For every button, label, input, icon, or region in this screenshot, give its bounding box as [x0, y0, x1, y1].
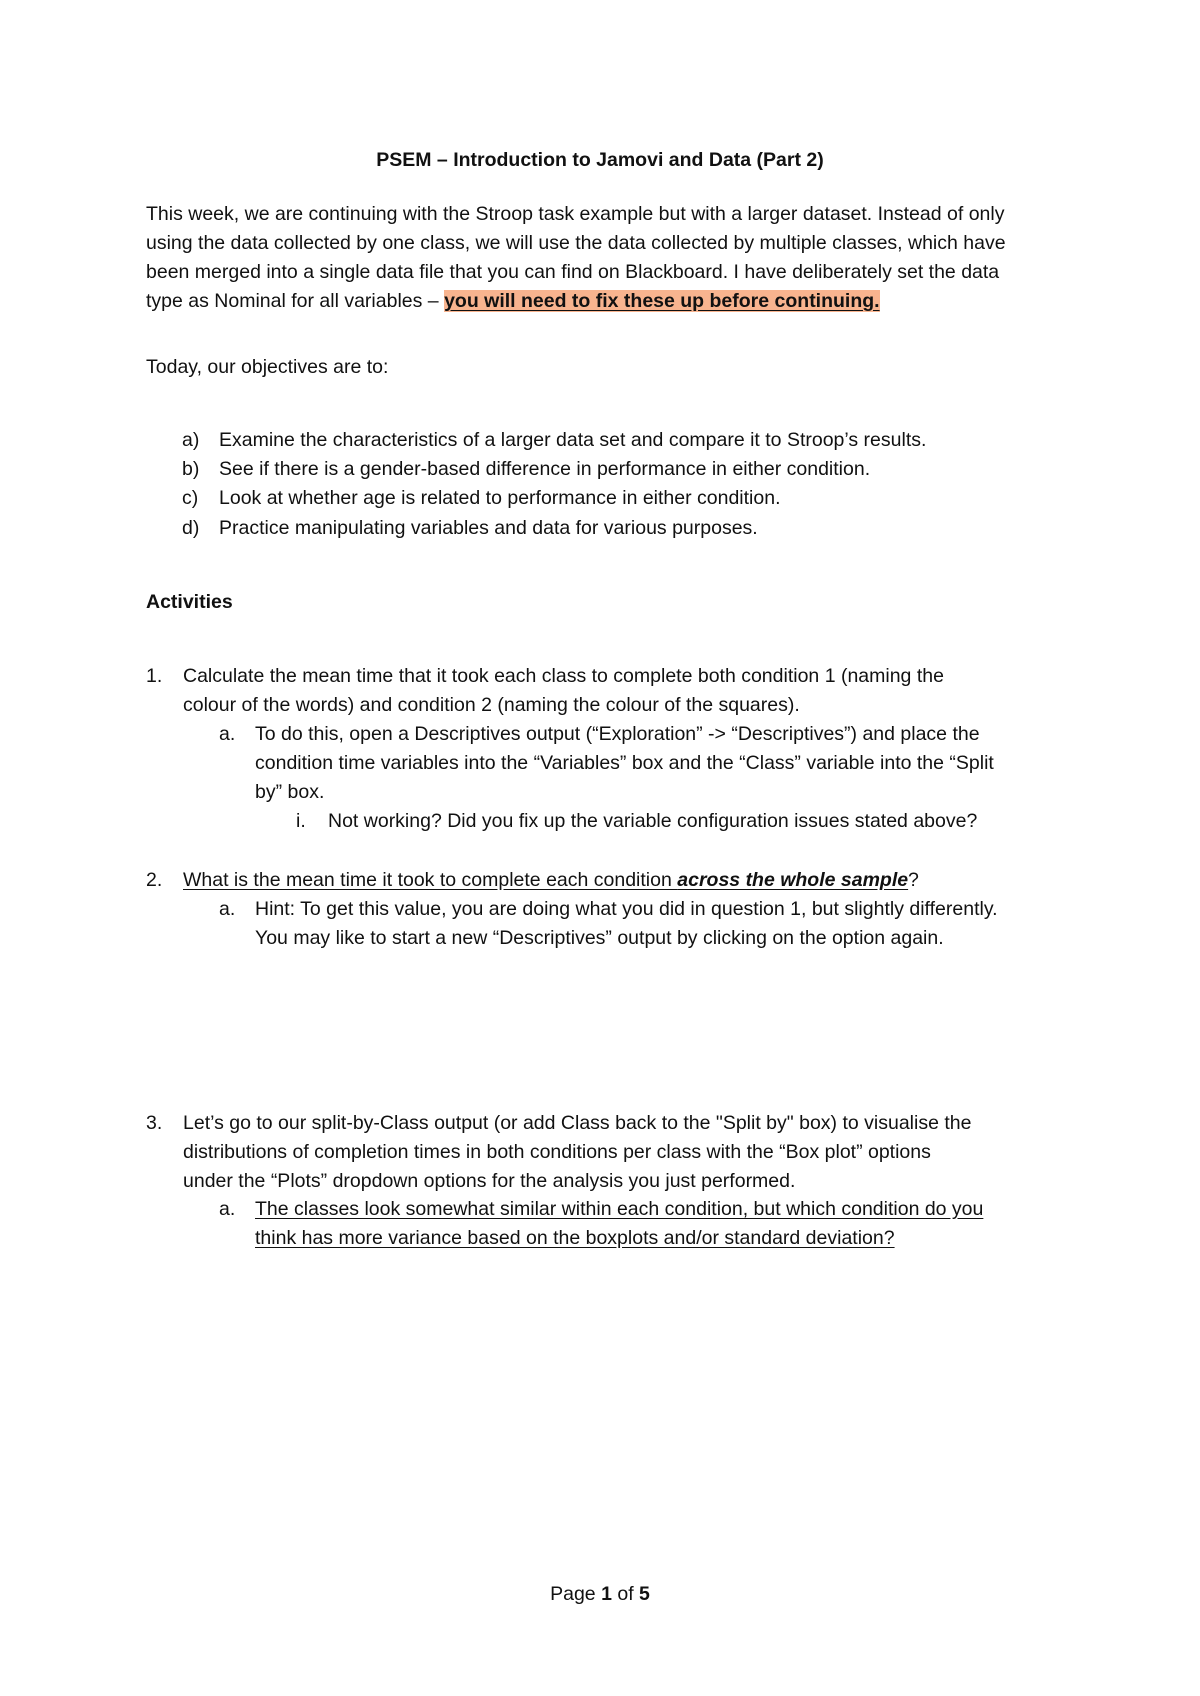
question-2a-line-2: You may like to start a new “Descriptives” output by clicking on the option again. — [255, 927, 944, 949]
objective-text: Practice manipulating variables and data for various purposes. — [219, 517, 758, 539]
intro-line-3: been merged into a single data file that you can find on Blackboard. I have deliberately set the data — [146, 261, 1000, 283]
question-text-start: What is the mean time it took to complete each condition — [183, 869, 678, 891]
objective-label: c) — [182, 487, 199, 509]
question-text: Calculate the mean time that it took each class to complete both condition 1 (naming the — [183, 665, 944, 687]
sub-text: The classes look somewhat similar within each condition, but which condition do you — [255, 1198, 984, 1220]
objective-text: Examine the characteristics of a larger data set and compare it to Stroop’s results. — [219, 429, 927, 451]
objectives-intro: Today, our objectives are to: — [146, 356, 389, 378]
intro-line-4 — [146, 288, 880, 314]
sub-sub-text: Not working? Did you fix up the variable configuration issues stated above? — [328, 810, 978, 832]
objective-label: b) — [182, 458, 200, 480]
objective-label: d) — [182, 517, 200, 539]
footer-of-word: of — [617, 1583, 634, 1605]
footer-page-number: 1 — [601, 1583, 612, 1605]
question-number: 3. — [146, 1112, 163, 1134]
objective-label: a) — [182, 429, 200, 451]
question-text: Let’s go to our split-by-Class output (or add Class back to the "Split by" box) to visualise the — [183, 1112, 972, 1134]
sub-label: a. — [219, 898, 236, 920]
question-1a-line-3: by” box. — [255, 781, 325, 803]
question-number: 2. — [146, 869, 163, 891]
sub-text: Hint: To get this value, you are doing what you did in question 1, but slightly differently. — [255, 898, 998, 920]
question-emphasis: across the whole sample — [677, 869, 909, 891]
sub-label: a. — [219, 1198, 236, 1220]
question-mark: ? — [908, 869, 919, 891]
highlighted-warning: you will need to fix these up before continuing. — [444, 290, 880, 312]
intro-line-2: using the data collected by one class, we will use the data collected by multiple classes, which have — [146, 232, 1006, 254]
objective-text: Look at whether age is related to performance in either condition. — [219, 487, 781, 509]
question-3-line-2: distributions of completion times in both conditions per class with the “Box plot” options — [183, 1141, 931, 1163]
footer-page-word: Page — [550, 1583, 596, 1605]
activities-heading: Activities — [146, 591, 233, 613]
question-3-line-3: under the “Plots” dropdown options for the analysis you just performed. — [183, 1170, 796, 1192]
question-text — [183, 867, 908, 893]
question-number: 1. — [146, 665, 163, 687]
question-1-line-2: colour of the words) and condition 2 (naming the colour of the squares). — [183, 694, 800, 716]
sub-sub-label: i. — [296, 810, 306, 832]
intro-line-4-text: type as Nominal for all variables – — [146, 290, 445, 312]
sub-text: To do this, open a Descriptives output (“Exploration” -> “Descriptives”) and place the — [255, 723, 980, 745]
question-1a-line-2: condition time variables into the “Variables” box and the “Class” variable into the “Split — [255, 752, 994, 774]
objective-text: See if there is a gender-based difference in performance in either condition. — [219, 458, 871, 480]
sub-label: a. — [219, 723, 236, 745]
intro-line-1: This week, we are continuing with the Stroop task example but with a larger dataset. Instead of only — [146, 203, 1005, 225]
page-title: PSEM – Introduction to Jamovi and Data (Part 2) — [376, 149, 824, 171]
question-3a-line-2: think has more variance based on the boxplots and/or standard deviation? — [255, 1227, 895, 1249]
page-footer — [0, 1581, 1200, 1607]
footer-page-total: 5 — [639, 1583, 650, 1605]
